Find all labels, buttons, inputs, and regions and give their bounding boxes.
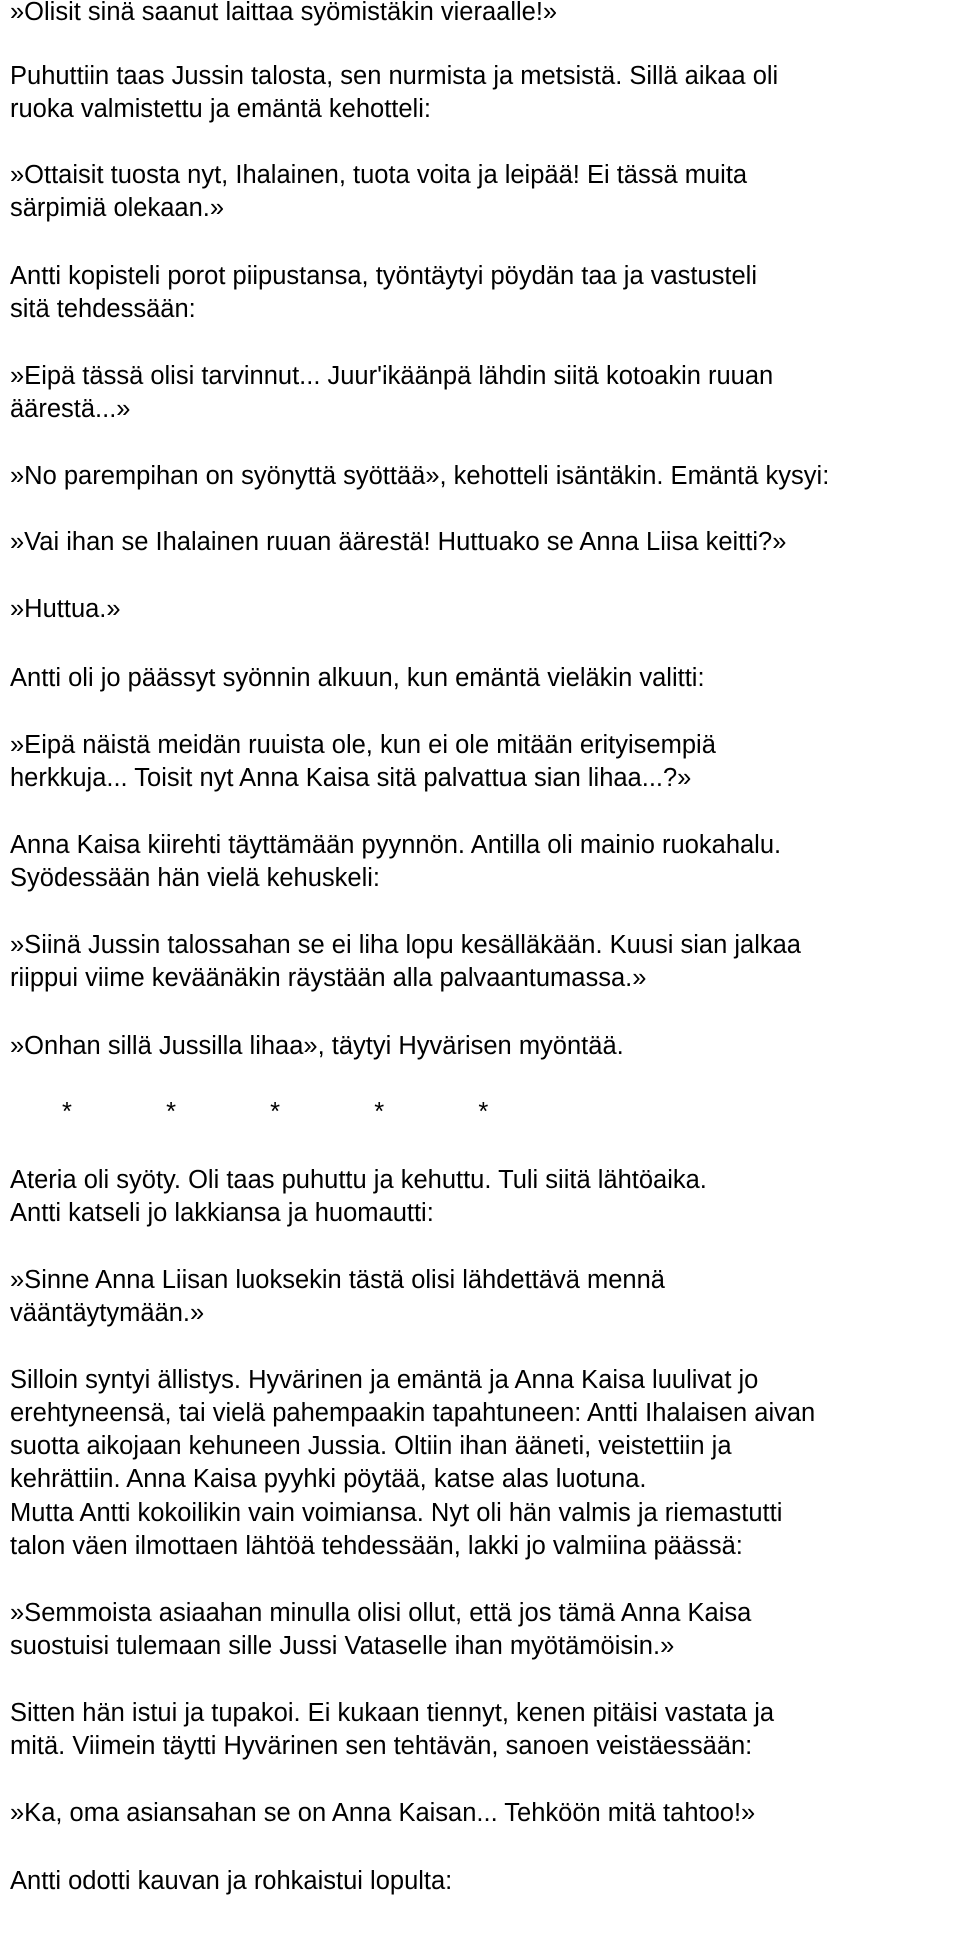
text-line: erehtyneensä, tai vielä pahempaakin tapahtuneen: Antti Ihalaisen aivan (10, 1399, 816, 1427)
paragraph (10, 1364, 815, 1496)
paragraph (10, 929, 801, 995)
separator-stars: * * * * * (62, 1098, 489, 1126)
text-line: »Ka, oma asiansahan se on Anna Kaisan... Tehköön mitä tahtoo!» (10, 1799, 756, 1827)
text-line: »Huttua.» (10, 595, 121, 623)
text-line: Antti odotti kauvan ja rohkaistui lopulta: (10, 1867, 453, 1895)
paragraph (10, 1797, 755, 1830)
text-line: Mutta Antti kokoilikin vain voimiansa. Nyt oli hän valmis ja riemastutti (10, 1499, 783, 1527)
paragraph (10, 526, 786, 559)
paragraph (10, 260, 757, 326)
text-line: kehrättiin. Anna Kaisa pyyhki pöytää, katse alas luotuna. (10, 1465, 647, 1493)
text-line: vääntäytymään.» (10, 1299, 205, 1327)
paragraph (10, 1497, 782, 1563)
paragraph (10, 729, 716, 795)
text-line: »No parempihan on syönyttä syöttää», kehotteli isäntäkin. Emäntä kysyi: (10, 462, 830, 490)
text-line: herkkuja... Toisit nyt Anna Kaisa sitä palvattua sian lihaa...?» (10, 764, 692, 792)
paragraph (10, 829, 781, 895)
paragraph (10, 60, 778, 126)
paragraph (10, 1697, 774, 1763)
text-line: »Ottaisit tuosta nyt, Ihalainen, tuota voita ja leipää! Ei tässä muita (10, 161, 748, 189)
paragraph (10, 1865, 452, 1898)
text-line: »Semmoista asiaahan minulla olisi ollut, että jos tämä Anna Kaisa (10, 1599, 752, 1627)
text-line: riippui viime keväänäkin räystään alla palvaantumassa.» (10, 964, 647, 992)
text-line: suotta aikojaan kehuneen Jussia. Oltiin ihan ääneti, veistettiin ja (10, 1432, 732, 1460)
text-line: sitä tehdessään: (10, 295, 196, 323)
text-line: Anna Kaisa kiirehti täyttämään pyynnön. Antilla oli mainio ruokahalu. (10, 831, 782, 859)
paragraph (10, 1264, 665, 1330)
text-line: ruoka valmistettu ja emäntä kehotteli: (10, 95, 431, 123)
paragraph (10, 460, 829, 493)
text-line: Antti kopisteli porot piipustansa, työntäytyi pöydän taa ja vastusteli (10, 262, 758, 290)
text-line: Silloin syntyi ällistys. Hyvärinen ja emäntä ja Anna Kaisa luulivat jo (10, 1366, 759, 1394)
text-line: mitä. Viimein täytti Hyvärinen sen tehtävän, sanoen veistäessään: (10, 1732, 753, 1760)
text-line: talon väen ilmottaen lähtöä tehdessään, lakki jo valmiina päässä: (10, 1532, 743, 1560)
paragraph (10, 360, 773, 426)
text-line: »Eipä tässä olisi tarvinnut... Juur'ikäänpä lähdin siitä kotoakin ruuan (10, 362, 774, 390)
text-line: Syödessään hän vielä kehuskeli: (10, 864, 380, 892)
text-line: Ateria oli syöty. Oli taas puhuttu ja kehuttu. Tuli siitä lähtöaika. (10, 1166, 707, 1194)
paragraph (10, 159, 747, 225)
text-line: Antti katseli jo lakkiansa ja huomautti: (10, 1199, 434, 1227)
text-line: »Sinne Anna Liisan luoksekin tästä olisi lähdettävä mennä (10, 1266, 665, 1294)
paragraph (10, 1597, 751, 1663)
text-line: särpimiä olekaan.» (10, 194, 225, 222)
paragraph (10, 1030, 624, 1063)
section-separator (10, 1096, 488, 1129)
paragraph (10, 593, 121, 626)
text-line: Puhuttiin taas Jussin talosta, sen nurmista ja metsistä. Sillä aikaa oli (10, 62, 779, 90)
text-line: »Onhan sillä Jussilla lihaa», täytyi Hyvärisen myöntää. (10, 1032, 624, 1060)
text-line: äärestä...» (10, 395, 131, 423)
paragraph (10, 662, 705, 695)
text-line: »Eipä näistä meidän ruuista ole, kun ei ole mitään erityisempiä (10, 731, 716, 759)
text-line: Antti oli jo päässyt syönnin alkuun, kun emäntä vieläkin valitti: (10, 664, 705, 692)
text-line: suostuisi tulemaan sille Jussi Vataselle ihan myötämöisin.» (10, 1632, 675, 1660)
paragraph (10, 0, 557, 29)
text-line: Sitten hän istui ja tupakoi. Ei kukaan tiennyt, kenen pitäisi vastata ja (10, 1699, 775, 1727)
text-line: »Olisit sinä saanut laittaa syömistäkin vieraalle!» (10, 0, 558, 26)
text-line: »Siinä Jussin talossahan se ei liha lopu kesälläkään. Kuusi sian jalkaa (10, 931, 801, 959)
text-line: »Vai ihan se Ihalainen ruuan äärestä! Huttuako se Anna Liisa keitti?» (10, 528, 787, 556)
paragraph (10, 1164, 707, 1230)
